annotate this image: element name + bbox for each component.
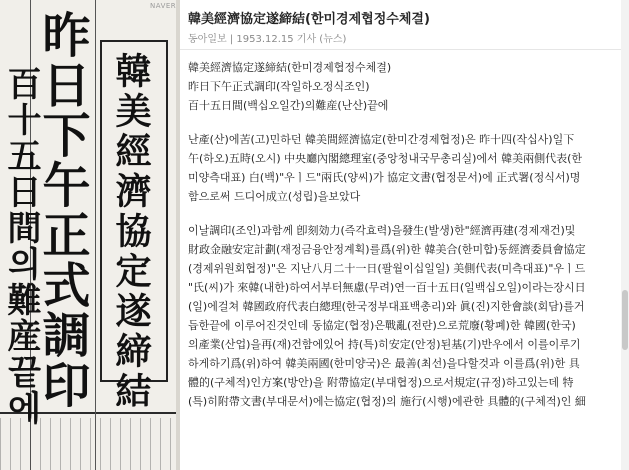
article-title: 韓美經濟協定遂締結(한미경제협정수체결) [188,12,430,27]
body-line: 午(하오)五時(오시) 中央廳內閣總理室(중앙청내국무총리실)에서 韓美兩側代表(한 [188,152,583,165]
body-line: "氏(씨)가 來韓(내한)하여서부터無慮(무려)연一百十五日(일백십오일)이라는장시日 [188,281,586,294]
body-line: (특)히附帶文書(부대문서)에는協定(협정)의 施行(시행)에관한 具體的(구체적)인 細 [188,395,586,408]
body-line: 함으로써 드디어成立(성립)을보았다 [188,190,361,203]
body-line: (일)에걸쳐 韓國政府代表白總理(한국정부대표백총리)와 眞(진)지한會談(회담)를거 [188,300,585,313]
body-line: 昨日下午正式調印(작일하오정식조인) [188,80,370,93]
paragraph [188,130,618,206]
body-line: 난產(산)에苦(고)민하던 韓美間經濟協定(한미간경제협정)은 昨十四(작십사)일下 [188,133,575,146]
body-line: 體的(구체적)인方案(방안)을 附帶協定(부대협정)으로서規定(규정)하고있는데 特 [188,376,574,389]
article-body [188,58,618,426]
fine-print [0,418,180,470]
article-panel [180,0,629,470]
body-line: 듭한끝에 이루어진것인데 동協定(협정)은戰亂(전란)으로荒廢(황폐)한 韓國(한국) [188,319,576,332]
column-divider [95,0,96,470]
headline-main: 韓美經濟協定遂締結 [110,52,152,412]
paragraph [188,58,618,115]
body-line: (경제위원회협정)"은 지난八月二十一日(팔월이십일일) 美側代表(미측대표)"우ㅣ드 [188,262,586,275]
body-line: 韓美經濟協定遂締結(한미경제협정수체결) [188,61,392,74]
body-line: 미양측대표) 白(백)"우ㅣ드"兩氏(양씨)가 協定文書(협정문서)에 正式署(정식서)명 [188,171,581,184]
article-meta: 동아일보 | 1953.12.15 기사 (뉴스) [188,34,347,45]
body-line: 이날調印(조인)과함께 卽刻効力(즉각효력)을發生(발생)한"經濟再建(경제재건)및 [188,224,576,237]
body-line: 財政金融安定計劃(재정금융안정계획)를爲(위)한 韓美合(한미합)동經濟委員會協定 [188,243,586,256]
watermark-logo: NAVER [150,2,177,10]
headline-schedule: 昨日下午正式調印 [34,10,90,410]
newspaper-scan [0,0,180,470]
body-line: 百十五日間(백십오일간)의難産(난산)끝에 [188,99,389,112]
body-line: 의產業(산업)을再(재)건함에있어 持(특)히安定(안정)된基(기)반우에서 이를이루기 [188,338,581,351]
scrollbar-thumb[interactable] [622,290,628,350]
headline-duration: 百十五日間의難産끝에 [1,66,41,426]
divider [180,49,629,50]
paragraph [188,221,618,411]
scrollbar-track[interactable] [621,0,629,470]
body-line: 하게하기爲(위)하여 韓美兩國(한미양국)은 最善(최선)을다할것과 이를爲(위)한 具 [188,357,580,370]
